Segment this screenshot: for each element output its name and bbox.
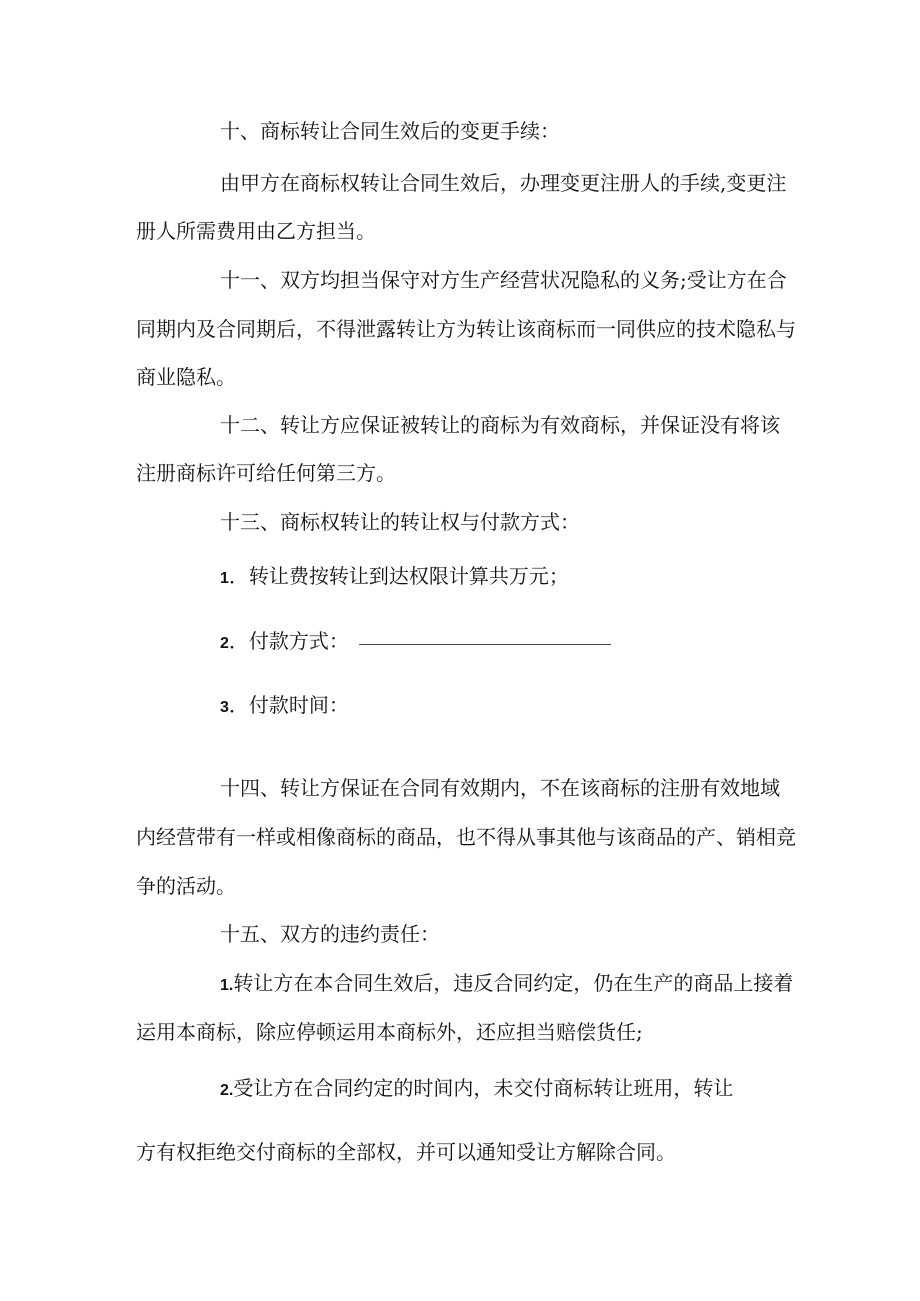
paragraph-line: 方有权拒绝交付商标的全部权，并可以通知受让方解除合同。 [136, 1140, 676, 1164]
item-number: 3 [220, 699, 229, 716]
item-text: ．转让费按转让到达权限计算共万元； [228, 564, 569, 588]
payment-item-2 [220, 628, 611, 657]
paragraph-line: 内经营带有一样或相像商标的商品，也不得从事其他与该商品的产、销相竞 [136, 825, 796, 849]
item-number: 1. [220, 977, 234, 994]
paragraph-line: 册人所需费用由乙方担当。 [136, 219, 376, 243]
item-number: 2. [220, 1082, 234, 1099]
paragraph-line: 注册商标许可给任何第三方。 [136, 461, 396, 485]
payment-item-3 [220, 692, 349, 721]
paragraph-line: 运用本商标，除应停顿运用本商标外，还应担当赔偿货任; [136, 1020, 643, 1044]
paragraph-line: 同期内及合同期后，不得泄露转让方为转让该商标而一同供应的技术隐私与 [136, 317, 796, 341]
clause-11-line: 十一、双方均担当保守对方生产经营状况隐私的义务;受让方在合 [220, 268, 787, 292]
breach-item-2 [220, 1075, 733, 1104]
item-text: ．付款时间： [228, 693, 349, 717]
payment-item-1 [220, 563, 569, 592]
clause-13-heading: 十三、商标权转让的转让权与付款方式： [220, 510, 580, 534]
clause-14-line: 十四、转让方保证在合同有效期内，不在该商标的注册有效地域 [220, 776, 780, 800]
breach-item-1 [220, 970, 793, 999]
item-text: 受让方在合同约定的时间内，未交付商标转让班用，转让 [233, 1076, 734, 1100]
paragraph-line: 争的活动。 [136, 874, 236, 898]
clause-15-heading: 十五、双方的违约责任： [220, 922, 440, 946]
clause-12-line: 十二、转让方应保证被转让的商标为有效商标，并保证没有将该 [220, 413, 780, 437]
item-text: ．付款方式： [228, 629, 349, 653]
clause-10-heading: 十、商标转让合同生效后的变更手续： [220, 119, 560, 143]
item-number: 2 [220, 635, 229, 652]
payment-method-blank [359, 644, 611, 645]
paragraph-line: 商业隐私。 [136, 365, 236, 389]
paragraph-line: 由甲方在商标权转让合同生效后，办理变更注册人的手续,变更注 [220, 171, 787, 195]
item-number: 1 [220, 570, 229, 587]
item-text: 转让方在本合同生效后，违反合同约定，仍在生产的商品上接着 [233, 971, 794, 995]
